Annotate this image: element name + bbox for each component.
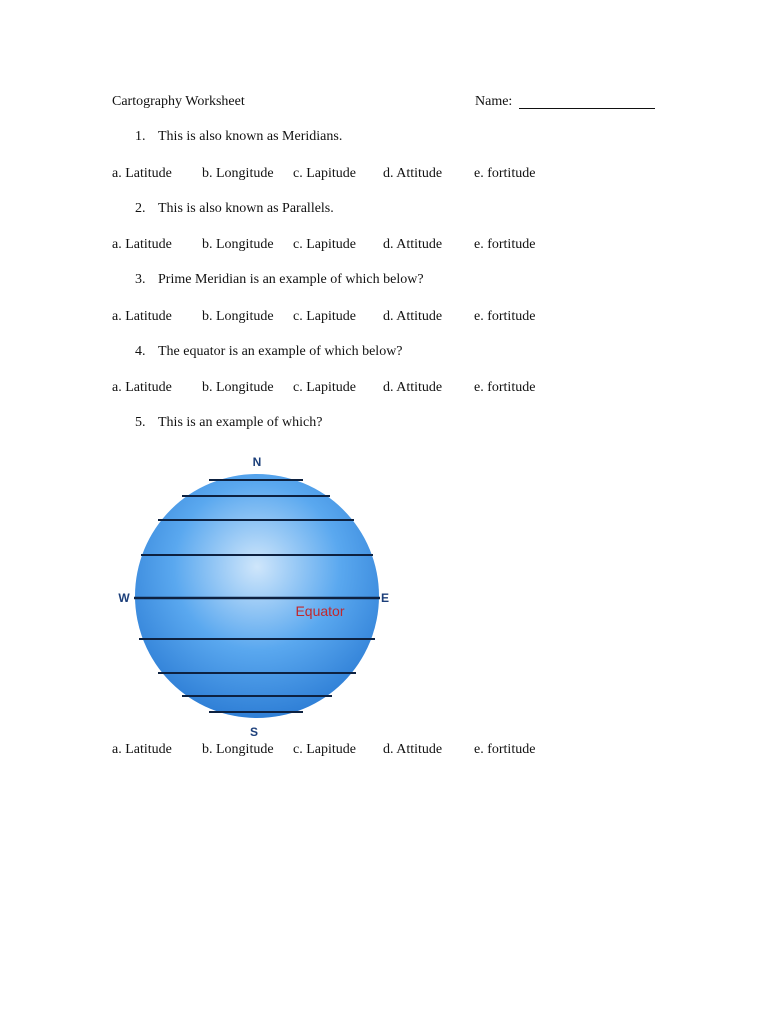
option-e[interactable]: e. fortitude [474, 237, 536, 252]
question-text: This is an example of which? [158, 415, 323, 430]
question-text: The equator is an example of which below? [158, 344, 403, 359]
option-e[interactable]: e. fortitude [474, 380, 536, 395]
option-e[interactable]: e. fortitude [474, 309, 536, 324]
question-text: This is also known as Meridians. [158, 129, 343, 144]
option-b[interactable]: b. Longitude [202, 309, 274, 324]
option-a[interactable]: a. Latitude [112, 237, 172, 252]
name-blank-line[interactable] [519, 108, 655, 109]
option-b[interactable]: b. Longitude [202, 237, 274, 252]
option-a[interactable]: a. Latitude [112, 309, 172, 324]
option-c[interactable]: c. Lapitude [293, 742, 356, 757]
option-a[interactable]: a. Latitude [112, 166, 172, 181]
option-d[interactable]: d. Attitude [383, 309, 443, 324]
option-c[interactable]: c. Lapitude [293, 166, 356, 181]
option-d[interactable]: d. Attitude [383, 166, 443, 181]
question-text: Prime Meridian is an example of which below? [158, 272, 424, 287]
option-c[interactable]: c. Lapitude [293, 237, 356, 252]
equator-label: Equator [295, 603, 345, 619]
west-label: W [118, 591, 130, 605]
question-number: 2. [135, 201, 146, 216]
south-label: S [249, 725, 259, 739]
question-number: 3. [135, 272, 146, 287]
option-c[interactable]: c. Lapitude [293, 380, 356, 395]
east-label: E [380, 591, 390, 605]
option-b[interactable]: b. Longitude [202, 380, 274, 395]
option-a[interactable]: a. Latitude [112, 380, 172, 395]
globe-parallels-diagram [112, 450, 402, 742]
option-d[interactable]: d. Attitude [383, 237, 443, 252]
option-e[interactable]: e. fortitude [474, 742, 536, 757]
question-number: 4. [135, 344, 146, 359]
option-b[interactable]: b. Longitude [202, 166, 274, 181]
option-c[interactable]: c. Lapitude [293, 309, 356, 324]
question-text: This is also known as Parallels. [158, 201, 334, 216]
north-label: N [252, 455, 262, 469]
globe-sphere [135, 474, 379, 718]
option-b[interactable]: b. Longitude [202, 742, 274, 757]
option-d[interactable]: d. Attitude [383, 742, 443, 757]
question-number: 1. [135, 129, 146, 144]
option-a[interactable]: a. Latitude [112, 742, 172, 757]
question-number: 5. [135, 415, 146, 430]
option-d[interactable]: d. Attitude [383, 380, 443, 395]
worksheet-title: Cartography Worksheet [112, 94, 245, 109]
name-label: Name: [475, 94, 513, 109]
option-e[interactable]: e. fortitude [474, 166, 536, 181]
